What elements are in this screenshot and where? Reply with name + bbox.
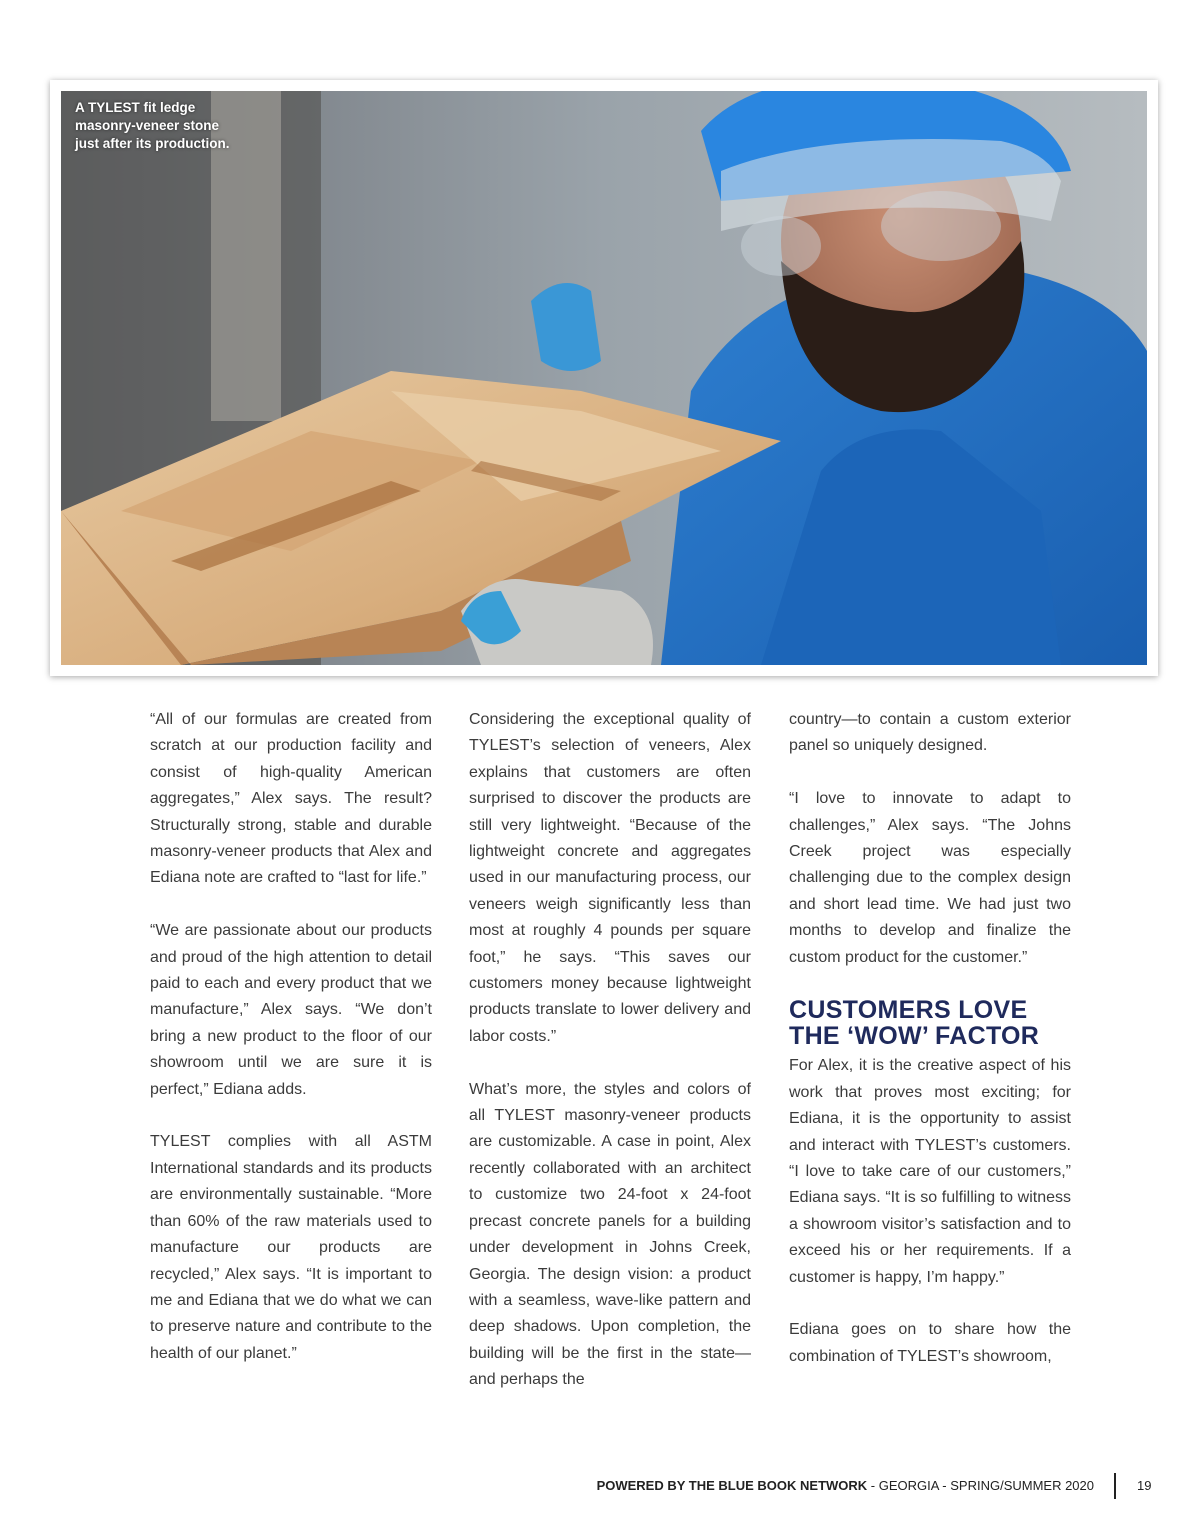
- section-heading-line: CUSTOMERS LOVE: [789, 996, 1028, 1025]
- worker-holding-stone-illustration: [61, 91, 1147, 665]
- section-heading-line: THE ‘WOW’ FACTOR: [789, 1022, 1040, 1051]
- article-column-1: [150, 707, 432, 1394]
- photo-frame: [50, 80, 1158, 676]
- article-column-3: [789, 707, 1071, 1397]
- paragraph: country—to contain a custom exterior panel so uniquely designed.: [789, 711, 1071, 755]
- footer-divider: [1114, 1473, 1116, 1499]
- page-number: 19: [1137, 1478, 1152, 1493]
- paragraph: “We are passionate about our products and proud of the high attention to detail paid to each and every product that we manufacture,” Alex says. “We don’t bring a new product to the floor of our showroom until we are sure it is perfect,” Ediana adds.: [150, 922, 432, 1098]
- caption-line: masonry-veneer stone: [75, 118, 220, 133]
- caption-line: just after its production.: [75, 136, 230, 151]
- section-heading: [789, 997, 1071, 1049]
- page-footer: [597, 1478, 1094, 1493]
- paragraph: “All of our formulas are created from scratch at our production facility and consist of high-quality American aggregates,” Alex says. The result? Structurally strong, stable and durable masonry-veneer products that Alex and Ediana note are crafted to “last for life.”: [150, 711, 432, 887]
- footer-edition: - GEORGIA - SPRING/SUMMER 2020: [867, 1478, 1094, 1493]
- footer-network: POWERED BY THE BLUE BOOK NETWORK: [596, 1478, 868, 1493]
- paragraph: “I love to innovate to adapt to challenges,” Alex says. “The Johns Creek project was especially challenging due to the complex design and short lead time. We had just two months to develop and finalize the custom product for the customer.”: [789, 790, 1071, 966]
- paragraph: For Alex, it is the creative aspect of his work that proves most exciting; for Ediana, it is the opportunity to assist and interact with TYLEST’s customers. “I love to take care of our customers,” Ediana says. “It is so fulfilling to witness a showroom visitor’s satisfaction and to exceed his or her requirements. If a customer is happy, I’m happy.”: [789, 1057, 1071, 1286]
- article-column-2: [469, 707, 751, 1420]
- stone-veneer-photo: [61, 91, 1147, 665]
- paragraph: Ediana goes on to share how the combination of TYLEST’s showroom,: [789, 1321, 1071, 1365]
- paragraph: TYLEST complies with all ASTM International standards and its products are environmentally sustainable. “More than 60% of the raw materials used to manufacture our products are recycled,” Alex says. “It is important to me and Ediana that we do what we can to preserve nature and contribute to the health of our planet.”: [150, 1133, 432, 1362]
- paragraph: What’s more, the styles and colors of all TYLEST masonry-veneer products are customizable. A case in point, Alex recently collaborated with an architect to customize two 24-foot x 24-foot precast concrete panels for a building under development in Johns Creek, Georgia. The design vision: a product with a seamless, wave-like pattern and deep shadows. Upon completion, the building will be the first in the state—and perhaps the: [469, 1080, 751, 1389]
- caption-line: A TYLEST fit ledge: [75, 100, 196, 115]
- photo-caption: [75, 99, 295, 153]
- paragraph: Considering the exceptional quality of TYLEST’s selection of veneers, Alex explains that customers are often surprised to discover the products are still very lightweight. “Because of the lightweight concrete and aggregates used in our manufacturing process, our veneers weigh significantly less than most at roughly 4 pounds per square foot,” he says. “This saves our customers money because lightweight products translate to lower delivery and labor costs.”: [469, 711, 751, 1045]
